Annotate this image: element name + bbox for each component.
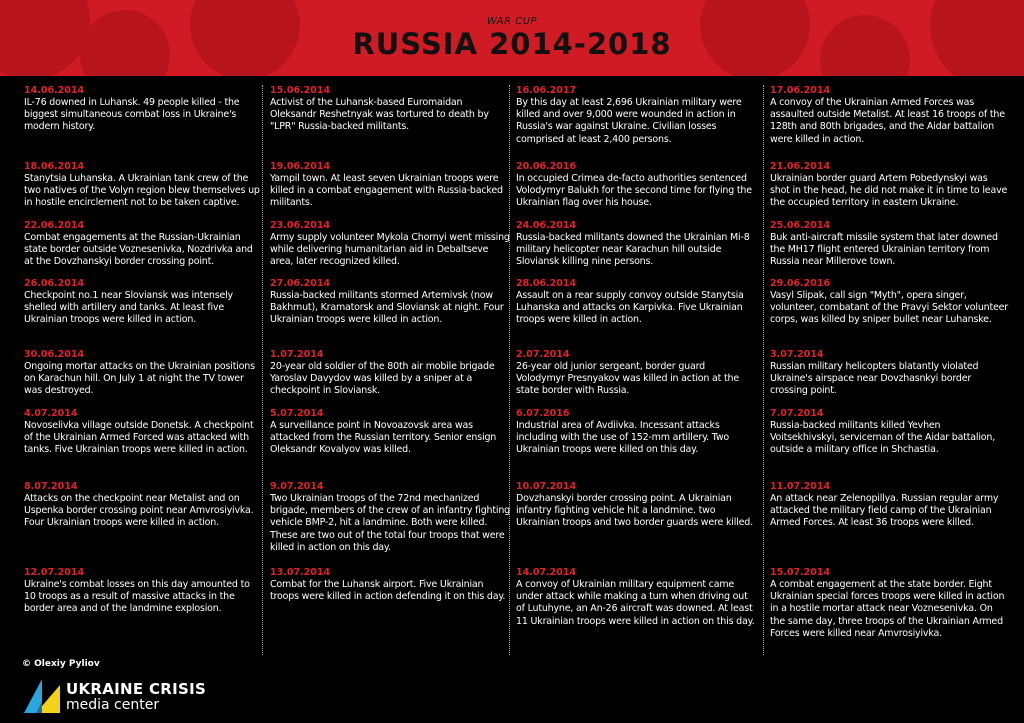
entry-date: 22.06.2014 (24, 220, 85, 231)
timeline-entry (24, 161, 264, 210)
copyright: © Olexiy Pyliov (22, 659, 100, 669)
entry-date: 6.07.2016 (516, 408, 570, 419)
entry-text: A surveillance point in Novoazovsk area was attacked from the Russian territory. Senior ensign Oleksandr Kovalyov was killed. (270, 420, 497, 456)
timeline-entry (516, 349, 756, 398)
entry-text: Russian military helicopters blatantly violated Ukraine's airspace near Dovzhasnkyi border crossing point. (770, 361, 979, 397)
entry-text: Combat engagements at the Russian-Ukrainian state border outside Voznesenivka, Nozdrivka and at the Dovzhanskyi border crossing point. (24, 232, 253, 268)
entry-date: 9.07.2014 (270, 481, 324, 492)
logo-name: UKRAINE CRISIS (66, 680, 207, 698)
timeline-entry (770, 567, 1010, 640)
entry-text: In occupied Crimea de-facto authorities sentenced Volodymyr Balukh for the second time for flying the Ukrainian flag over his house. (516, 173, 752, 209)
entry-date: 15.06.2014 (270, 85, 331, 96)
entry-date: 20.06.2016 (516, 161, 577, 172)
entry-text: Vasyl Slipak, call sign "Myth", opera singer, volunteer, combatant of the Pravyi Sektor volunteer corps, was killed by sniper bullet near Luhanske. (770, 290, 1008, 326)
entry-text: Ongoing mortar attacks on the Ukrainian positions on Karachun hill. On July 1 at night the TV tower was destroyed. (24, 361, 255, 397)
entry-text: Activist of the Luhansk-based Euromaidan Oleksandr Reshetnyak was tortured to death by "LPR" Russia-backed militants. (270, 97, 489, 133)
entry-text: Dovzhanskyi border crossing point. A Ukrainian infantry fighting vehicle hit a landmine. two Ukrainian troops and two border guards were killed. (516, 493, 753, 529)
entry-date: 4.07.2014 (24, 408, 78, 419)
timeline-entry (270, 408, 510, 457)
timeline-entry (24, 349, 264, 398)
timeline-entry (270, 349, 510, 398)
entry-date: 2.07.2014 (516, 349, 570, 360)
entry-date: 30.06.2014 (24, 349, 85, 360)
entry-date: 8.07.2014 (24, 481, 78, 492)
timeline-entry (270, 161, 510, 210)
logo-tagline: media center (66, 697, 160, 713)
timeline-entry (516, 278, 756, 327)
entry-text: 20-year old soldier of the 80th air mobile brigade Yaroslav Davydov was killed by a sniper at a checkpoint in Sloviansk. (270, 361, 495, 397)
entry-date: 7.07.2014 (770, 408, 824, 419)
entry-text: Russia-backed militants killed Yevhen Voitsekhivskyi, serviceman of the Aidar battalion, outside a military office in Shchastia. (770, 420, 996, 456)
timeline-entry (24, 278, 264, 327)
entry-text: Russia-backed militants downed the Ukrainian Mi-8 military helicopter near Karachun hill outside Sloviansk killing nine persons. (516, 232, 750, 268)
timeline-entry (270, 567, 510, 603)
timeline-entry (516, 567, 756, 628)
timeline-entry (770, 408, 1010, 457)
timeline-entry (270, 85, 510, 134)
entry-text: An attack near Zelenopillya. Russian regular army attacked the military field camp of the Ukrainian Armed Forces. At least 36 troops were killed. (770, 493, 999, 529)
entry-date: 16.06.2017 (516, 85, 577, 96)
entry-text: Yampil town. At least seven Ukrainian troops were killed in a combat engagement with Russia-backed militants. (270, 173, 503, 209)
timeline-entry (24, 567, 264, 616)
page-title: RUSSIA 2014-2018 (352, 27, 672, 61)
entry-text: Assault on a rear supply convoy outside Stanytsia Luhanska and attacks on Karpivka. Five Ukrainian troops were killed in action. (516, 290, 744, 326)
entry-date: 14.07.2014 (516, 567, 577, 578)
entry-text: Checkpoint no.1 near Sloviansk was intensely shelled with artillery and tanks. At least five Ukrainian troops were killed in action. (24, 290, 233, 326)
timeline-entry (516, 161, 756, 210)
timeline-entry (270, 278, 510, 327)
entry-text: Stanytsia Luhanska. A Ukrainian tank crew of the two natives of the Volyn region blew themselves up in hostile encirclement not to be taken captive. (24, 173, 260, 209)
timeline-entry (270, 220, 510, 269)
entry-date: 13.07.2014 (270, 567, 331, 578)
timeline-entry (516, 481, 756, 530)
entry-date: 23.06.2014 (270, 220, 331, 231)
entry-date: 29.06.2016 (770, 278, 831, 289)
timeline-entry (770, 278, 1010, 327)
entry-text: Two Ukrainian troops of the 72nd mechanized brigade, members of the crew of an infantry fighting vehicle BMP-2, hit a landmine. Both were killed. These are two out of the total four troops that were killed in action on this day. (270, 493, 510, 553)
timeline-entry (270, 481, 510, 554)
entry-date: 24.06.2014 (516, 220, 577, 231)
entry-text: Ukrainian border guard Artem Pobedynskyi was shot in the head, he did not make it in time to leave the occupied territory in eastern Ukraine. (770, 173, 1008, 209)
timeline-entry (770, 481, 1010, 530)
entry-text: Novoselivka village outside Donetsk. A checkpoint of the Ukrainian Armed Forced was attacked with tanks. Five Ukrainian troops were killed in action. (24, 420, 254, 456)
entry-date: 25.06.2014 (770, 220, 831, 231)
entry-text: Ukraine's combat losses on this day amounted to 10 troops as a result of massive attacks in the border area and of the landmine explosion. (24, 579, 250, 615)
entry-date: 1.07.2014 (270, 349, 324, 360)
timeline-entry (516, 220, 756, 269)
entry-text: By this day at least 2,696 Ukrainian military were killed and over 9,000 were wounded in action in Russia's war against Ukraine. Civilian losses comprised at least 2,400 persons. (516, 97, 742, 145)
entry-text: Buk anti-aircraft missile system that later downed the MH17 flight entered Ukrainian territory from Russia near Millerove town. (770, 232, 998, 268)
timeline-entry (516, 408, 756, 457)
entry-text: Combat for the Luhansk airport. Five Ukrainian troops were killed in action defending it on this day. (270, 579, 506, 603)
entry-text: A convoy of Ukrainian military equipment came under attack while making a turn when driving out of Lutuhyne, an An-26 aircraft was downed. At least 11 Ukrainian troops were killed in action on this day. (516, 579, 755, 627)
timeline-entry (770, 85, 1010, 146)
entry-text: IL-76 downed in Luhansk. 49 people killed - the biggest simultaneous combat loss in Ukraine's modern history. (24, 97, 240, 133)
entry-date: 12.07.2014 (24, 567, 85, 578)
ukraine-crisis-logo (22, 677, 62, 715)
entry-date: 18.06.2014 (24, 161, 85, 172)
entry-text: 26-year old junior sergeant, border guard Volodymyr Presnyakov was killed in action at the state border with Russia. (516, 361, 739, 397)
entry-text: Attacks on the checkpoint near Metalist and on Uspenka border crossing point near Amvrosiyivka. Four Ukrainian troops were killed in action. (24, 493, 254, 529)
timeline-entry (770, 161, 1010, 210)
entry-date: 3.07.2014 (770, 349, 824, 360)
timeline-entry (516, 85, 756, 146)
entry-date: 10.07.2014 (516, 481, 577, 492)
entry-date: 19.06.2014 (270, 161, 331, 172)
entry-date: 11.07.2014 (770, 481, 831, 492)
timeline-entry (770, 349, 1010, 398)
header-subtitle: WAR CUP (486, 16, 538, 27)
entry-date: 5.07.2014 (270, 408, 324, 419)
timeline-entry (24, 481, 264, 530)
entry-date: 21.06.2014 (770, 161, 831, 172)
entry-date: 28.06.2014 (516, 278, 577, 289)
entry-date: 17.06.2014 (770, 85, 831, 96)
entry-text: Industrial area of Avdiivka. Incessant attacks including with the use of 152-mm artillery. Two Ukrainian troops were killed on this day. (516, 420, 730, 456)
timeline-entry (24, 85, 264, 134)
timeline-entry (24, 220, 264, 269)
entry-text: Russia-backed militants stormed Artemivsk (now Bakhmut), Kramatorsk and Sloviansk at night. Four Ukrainian troops were killed in action. (270, 290, 504, 326)
entry-text: A convoy of the Ukrainian Armed Forces was assaulted outside Metalist. At least 16 troops of the 128th and 80th brigades, and the Aidar battalion were killed in action. (770, 97, 1005, 145)
entry-text: Army supply volunteer Mykola Chornyi went missing while delivering humanitarian aid in Debaltseve area, later recognized killed. (270, 232, 510, 268)
entry-date: 15.07.2014 (770, 567, 831, 578)
header-banner (0, 0, 1024, 76)
timeline-entry (770, 220, 1010, 269)
entry-date: 27.06.2014 (270, 278, 331, 289)
column-divider (763, 85, 764, 655)
entry-date: 26.06.2014 (24, 278, 85, 289)
entry-text: A combat engagement at the state border. Eight Ukrainian special forces troops were killed in action in a hostile mortar attack near Voznesenivka. On the same day, three troops of the Ukrainian Armed Forces were killed near Amvrosiyivka. (770, 579, 1005, 639)
entry-date: 14.06.2014 (24, 85, 85, 96)
timeline-entry (24, 408, 264, 457)
